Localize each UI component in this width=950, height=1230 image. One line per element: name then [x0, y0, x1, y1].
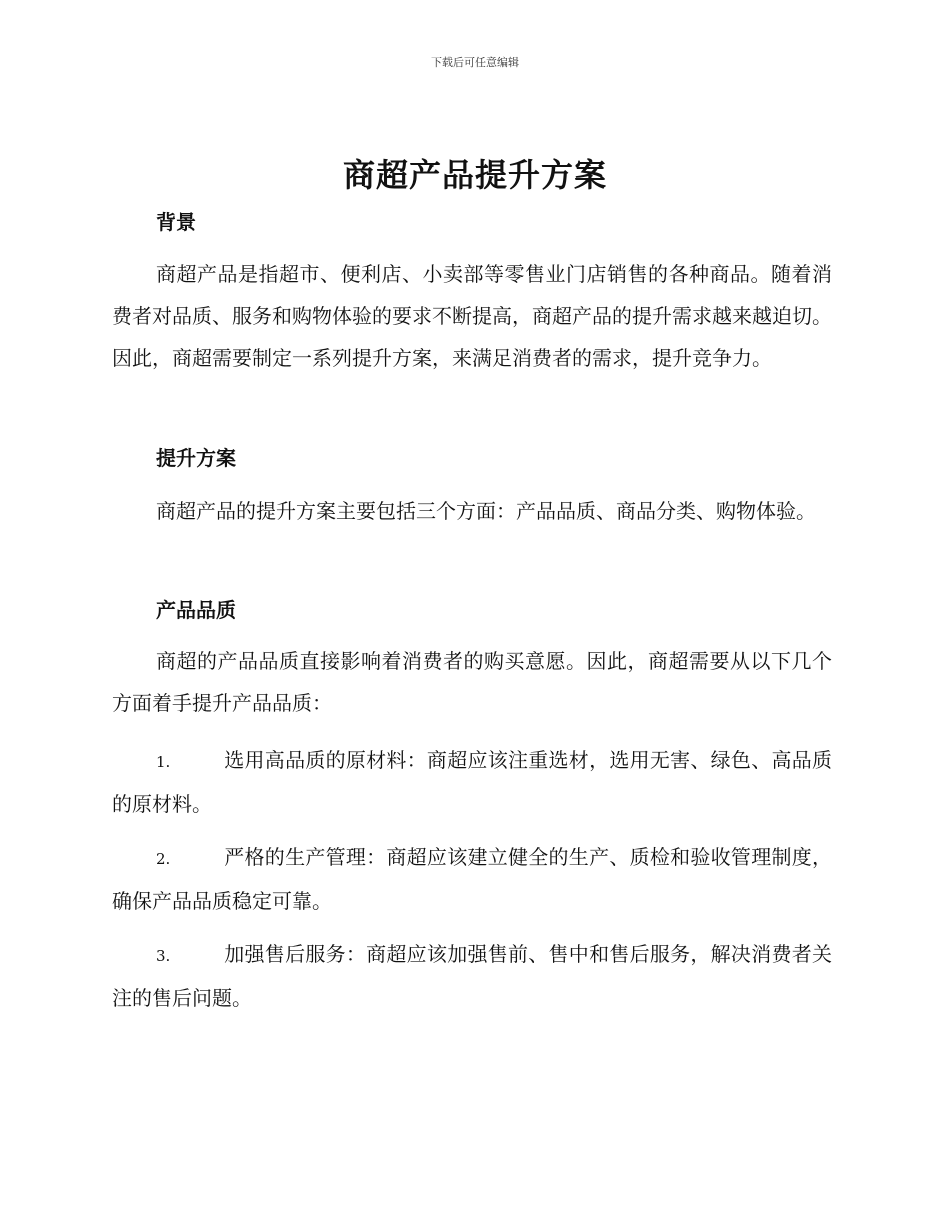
list-item: [112, 739, 832, 825]
header-note: 下载后可任意编辑: [431, 56, 519, 69]
list-item-2: [112, 836, 832, 922]
list-item-text: 加强售后服务：商超应该加强售前、售中和售后服务，解决消费者关注的售后问题。: [112, 942, 832, 1010]
list-item: [112, 933, 832, 1019]
paragraph-quality: [112, 640, 832, 724]
paragraph-background: [112, 253, 832, 379]
document-title: 商超产品提升方案: [342, 156, 607, 194]
list-item-text: 选用高品质的原材料：商超应该注重选材，选用无害、绿色、高品质的原材料。: [112, 748, 832, 816]
section-quality: [112, 596, 832, 624]
paragraph-text: 商超产品是指超市、便利店、小卖部等零售业门店销售的各种商品。随着消费者对品质、服务和购物体验的要求不断提高，商超产品的提升需求越来越迫切。因此，商超需要制定一系列提升方案，来满足消费者的需求，提升竞争力。: [112, 262, 832, 370]
list-number: 1.: [156, 753, 171, 771]
list-item-text: 严格的生产管理：商超应该建立健全的生产、质检和验收管理制度，确保产品品质稳定可靠。: [112, 845, 832, 913]
section-heading-quality: 产品品质: [156, 598, 236, 622]
section-heading-background: 背景: [156, 210, 196, 234]
paragraph-plan: [112, 490, 832, 532]
list-item-3: [112, 933, 832, 1019]
section-heading-plan: 提升方案: [156, 446, 236, 470]
list-item-1: [112, 739, 832, 825]
section-plan: [112, 444, 832, 472]
list-number: 3.: [156, 947, 171, 965]
list-number: 2.: [156, 850, 171, 868]
section-background: [112, 208, 832, 236]
paragraph-text: 商超产品的提升方案主要包括三个方面：产品品质、商品分类、购物体验。: [156, 499, 816, 523]
list-item: [112, 836, 832, 922]
paragraph-text: 商超的产品品质直接影响着消费者的购买意愿。因此，商超需要从以下几个方面着手提升产品品质：: [112, 649, 832, 715]
